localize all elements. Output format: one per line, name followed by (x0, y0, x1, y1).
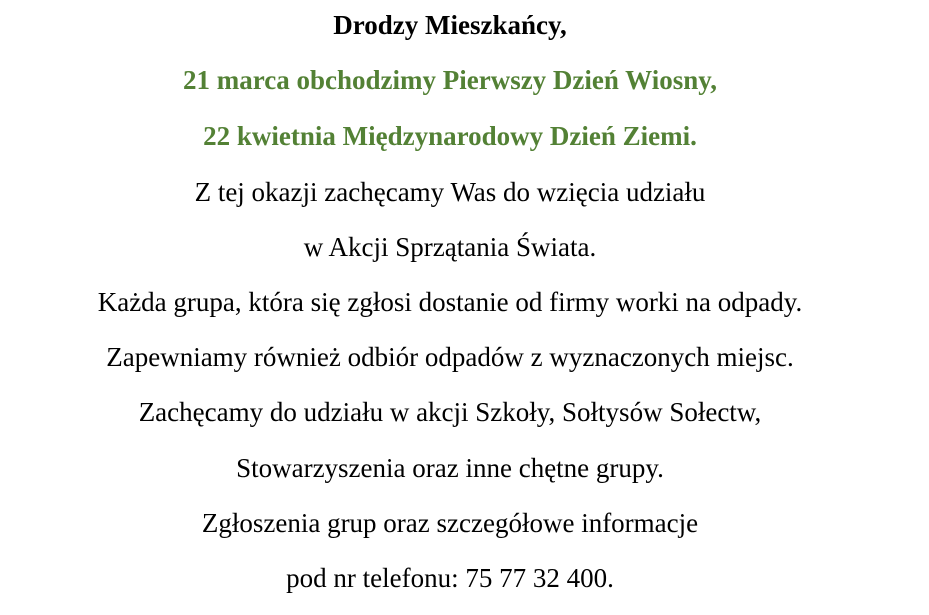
body-line-participants: Zachęcamy do udziału w akcji Szkoły, Sołtysów Sołectw, (138, 397, 762, 427)
body-line-waste-bags: Każda grupa, która się zgłosi dostanie od firmy worki na odpady. (97, 287, 803, 317)
earth-day-line: 22 kwietnia Międzynarodowy Dzień Ziemi. (203, 121, 697, 151)
body-line-phone: pod nr telefonu: 75 77 32 400. (286, 563, 614, 593)
greeting-heading: Drodzy Mieszkańcy, (333, 10, 567, 40)
body-line-campaign-name: w Akcji Sprzątania Świata. (303, 232, 597, 262)
first-day-of-spring-line: 21 marca obchodzimy Pierwszy Dzień Wiosny, (183, 65, 717, 95)
body-line-registration: Zgłoszenia grup oraz szczegółowe informacje (201, 508, 699, 538)
body-line-groups: Stowarzyszenia oraz inne chętne grupy. (236, 453, 664, 483)
body-line-invitation: Z tej okazji zachęcamy Was do wzięcia udziału (194, 177, 706, 207)
body-line-waste-collection: Zapewniamy również odbiór odpadów z wyznaczonych miejsc. (106, 342, 794, 372)
